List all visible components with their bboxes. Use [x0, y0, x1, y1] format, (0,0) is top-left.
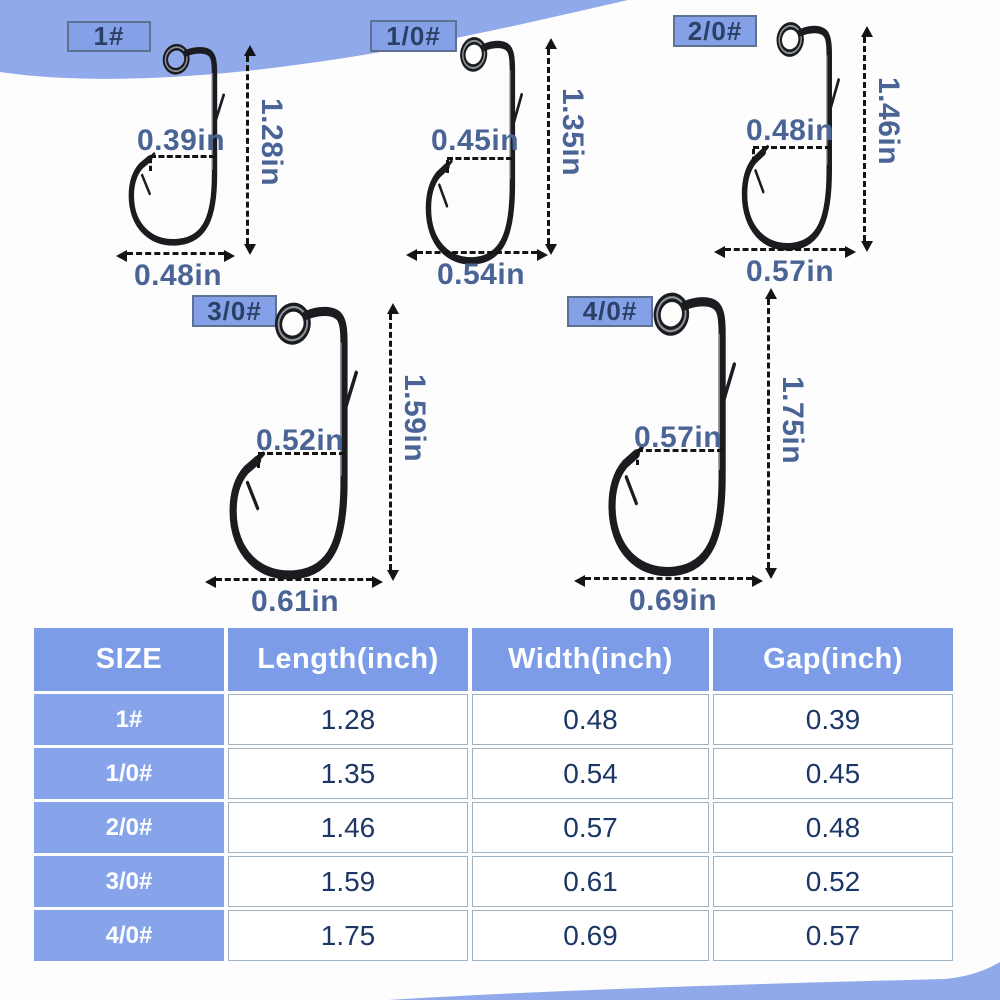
- table-row: [34, 694, 953, 745]
- column-header-length: Length(inch): [228, 628, 468, 691]
- width-cell: 0.61: [472, 856, 709, 907]
- length-cell: 1.35: [228, 748, 468, 799]
- length-cell: 1.46: [228, 802, 468, 853]
- gap-dimension-line: [637, 449, 723, 452]
- hook-size-label: 3/0#: [192, 295, 277, 327]
- size-cell: 2/0#: [34, 802, 224, 853]
- length-dimension-label: 1.59in: [398, 374, 431, 463]
- width-cell: 0.57: [472, 802, 709, 853]
- hook-size-label: 4/0#: [567, 296, 653, 327]
- width-dimension-arrow: [127, 252, 224, 255]
- width-dimension-arrow: [585, 577, 752, 580]
- gap-dimension-label: 0.48in: [745, 114, 835, 147]
- gap-dimension-line: [150, 155, 215, 158]
- gap-dimension-label: 0.52in: [255, 424, 345, 457]
- width-cell: 0.54: [472, 748, 709, 799]
- hook-size-label: 2/0#: [673, 15, 757, 47]
- size-cell: 3/0#: [34, 856, 224, 907]
- length-dimension-arrow: [547, 49, 550, 244]
- gap-cell: 0.45: [713, 748, 953, 799]
- gap-dimension-label: 0.57in: [633, 421, 723, 454]
- table-row: [34, 910, 953, 961]
- gap-cell: 0.52: [713, 856, 953, 907]
- hook-size-label: 1/0#: [370, 20, 457, 52]
- size-cell: 1#: [34, 694, 224, 745]
- width-dimension-label: 0.54in: [436, 258, 526, 291]
- gap-cell: 0.57: [713, 910, 953, 961]
- width-dimension-label: 0.48in: [133, 259, 223, 292]
- table-row: [34, 802, 953, 853]
- width-dimension-arrow: [725, 248, 845, 251]
- size-spec-table: [30, 625, 957, 964]
- length-dimension-arrow: [767, 299, 770, 568]
- width-dimension-arrow: [216, 578, 372, 581]
- gap-dimension-line: [447, 157, 512, 160]
- column-header-gap: Gap(inch): [713, 628, 953, 691]
- table-row: [34, 748, 953, 799]
- length-cell: 1.59: [228, 856, 468, 907]
- table-row: [34, 856, 953, 907]
- gap-dimension-label: 0.45in: [430, 124, 520, 157]
- gap-dimension-line: [258, 452, 345, 455]
- width-dimension-label: 0.57in: [745, 255, 835, 288]
- length-dimension-arrow: [863, 37, 866, 241]
- length-dimension-arrow: [246, 56, 249, 244]
- width-dimension-arrow: [417, 251, 537, 254]
- length-dimension-label: 1.35in: [556, 88, 589, 177]
- length-dimension-label: 1.75in: [776, 376, 809, 465]
- width-cell: 0.48: [472, 694, 709, 745]
- width-cell: 0.69: [472, 910, 709, 961]
- column-header-size: SIZE: [34, 628, 224, 691]
- length-dimension-label: 1.28in: [255, 98, 288, 187]
- gap-cell: 0.39: [713, 694, 953, 745]
- length-dimension-arrow: [389, 314, 392, 570]
- length-cell: 1.75: [228, 910, 468, 961]
- length-cell: 1.28: [228, 694, 468, 745]
- gap-cell: 0.48: [713, 802, 953, 853]
- table-header-row: [34, 628, 953, 691]
- length-dimension-label: 1.46in: [872, 77, 905, 166]
- hook-size-label: 1#: [67, 21, 151, 52]
- width-dimension-label: 0.61in: [250, 585, 340, 618]
- size-cell: 4/0#: [34, 910, 224, 961]
- size-cell: 1/0#: [34, 748, 224, 799]
- gap-dimension-label: 0.39in: [136, 124, 226, 157]
- column-header-width: Width(inch): [472, 628, 709, 691]
- gap-dimension-line: [753, 146, 831, 149]
- width-dimension-label: 0.69in: [628, 584, 718, 617]
